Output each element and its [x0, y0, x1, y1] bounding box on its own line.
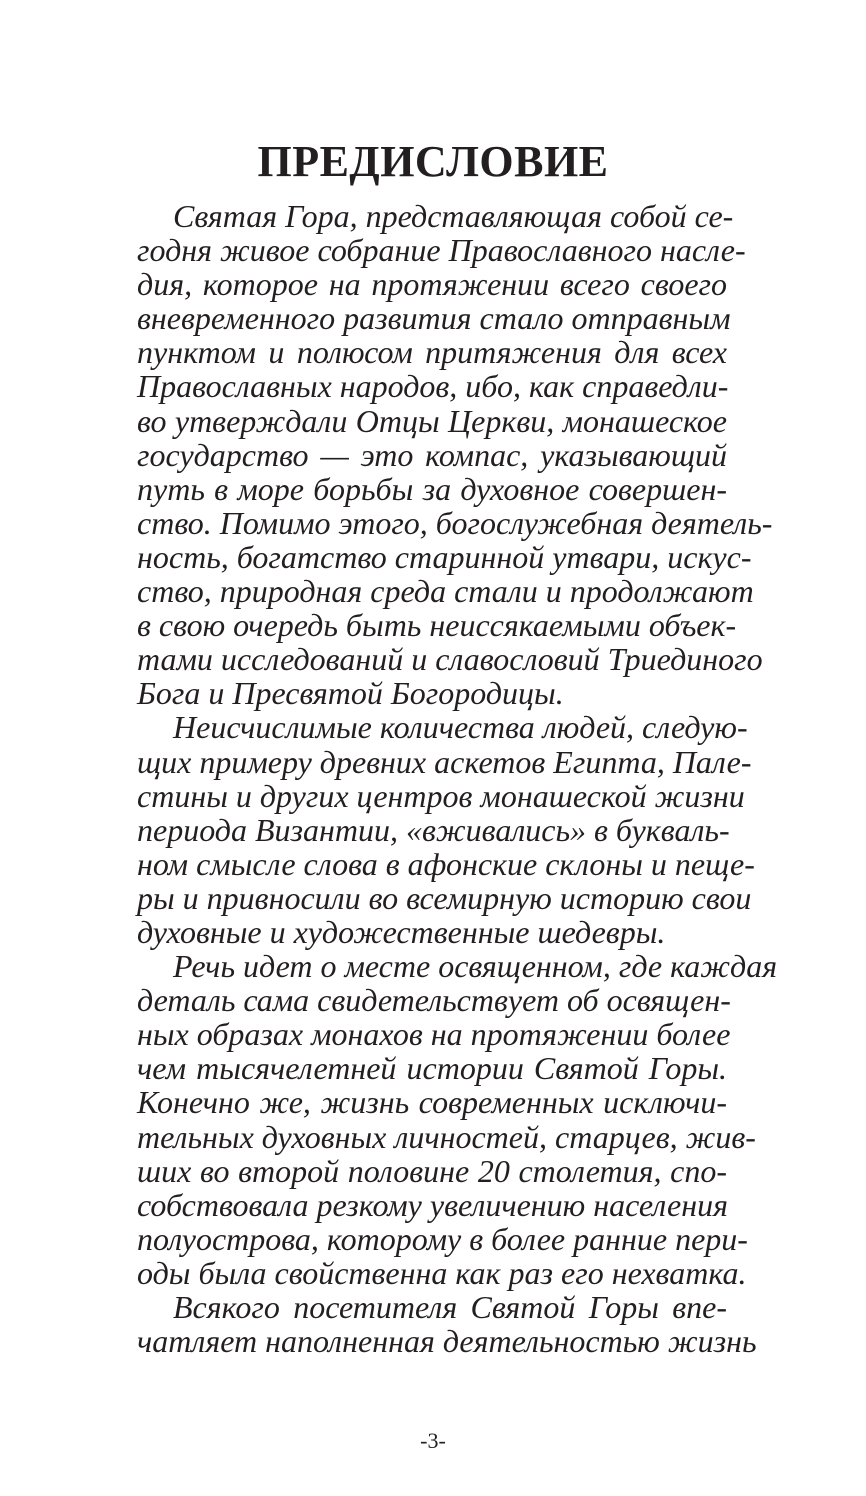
- text-line: оды была свойственна как раз его нехватка.: [137, 1254, 747, 1291]
- text-line: чатляет наполненная деятельностью жизнь: [137, 1323, 757, 1360]
- text-line: путь в море борьбы за духовное совершен-: [137, 470, 727, 507]
- text-line: вневременного развития стало отправным: [137, 300, 731, 337]
- text-line: Неисчислимые количества людей, следую-: [173, 709, 748, 746]
- text-line: стины и других центров монашеской жизни: [137, 777, 745, 814]
- body-text: [137, 198, 778, 1360]
- text-line: в свою очередь быть неиссякаемыми объек-: [137, 607, 737, 644]
- text-line: Святая Гора, представляющая собой се-: [173, 198, 734, 234]
- text-line: ность, богатство старинной утвари, искус-: [137, 538, 752, 575]
- text-line: ры и привносили во всемирную историю свои: [137, 879, 752, 916]
- text-line: ных образах монахов на протяжении более: [137, 1016, 731, 1053]
- text-line: тами исследований и славословий Триединого: [137, 641, 763, 678]
- text-line: Речь идет о месте освященном, где каждая: [173, 948, 778, 985]
- text-line: чем тысячелетней истории Святой Горы.: [137, 1050, 727, 1087]
- text-line: ство. Помимо этого, богослужебная деятель-: [137, 504, 773, 541]
- text-line: ство, природная среда стали и продолжают: [137, 573, 754, 610]
- text-line: дия, которое на протяжении всего своего: [137, 266, 727, 303]
- text-line: годня живое собрание Православного насле-: [137, 232, 746, 269]
- text-line: Православных народов, ибо, как справедли-: [137, 368, 729, 405]
- text-line: ном смысле слова в афонские склоны и пеще-: [137, 845, 755, 882]
- text-line: собствовала резкому увеличению населения: [137, 1186, 728, 1223]
- text-line: государство — это компас, указывающий: [137, 436, 727, 473]
- text-line: Бога и Пресвятой Богородицы.: [137, 675, 564, 712]
- text-line: духовные и художественные шедевры.: [137, 913, 666, 950]
- text-line: пунктом и полюсом притяжения для всех: [137, 334, 727, 371]
- page-number: -3-: [420, 1428, 446, 1453]
- text-line: деталь сама свидетельствует об освящен-: [137, 982, 731, 1019]
- text-line: ших во второй половине 20 столетия, спо-: [137, 1152, 727, 1189]
- page-title: ПРЕДИСЛОВИЕ: [257, 137, 609, 186]
- text-line: во утверждали Отцы Церкви, монашеское: [137, 402, 727, 439]
- text-line: тельных духовных личностей, старцев, жив-: [137, 1118, 756, 1155]
- text-line: полуострова, которому в более ранние пери-: [137, 1220, 748, 1257]
- text-line: Всякого посетителя Святой Горы впе-: [173, 1289, 727, 1325]
- text-line: Конечно же, жизнь современных исключи-: [137, 1084, 727, 1121]
- text-line: периода Византии, «вживались» в букваль-: [137, 811, 730, 848]
- text-line: щих примеру древних аскетов Египта, Пале-: [137, 743, 752, 780]
